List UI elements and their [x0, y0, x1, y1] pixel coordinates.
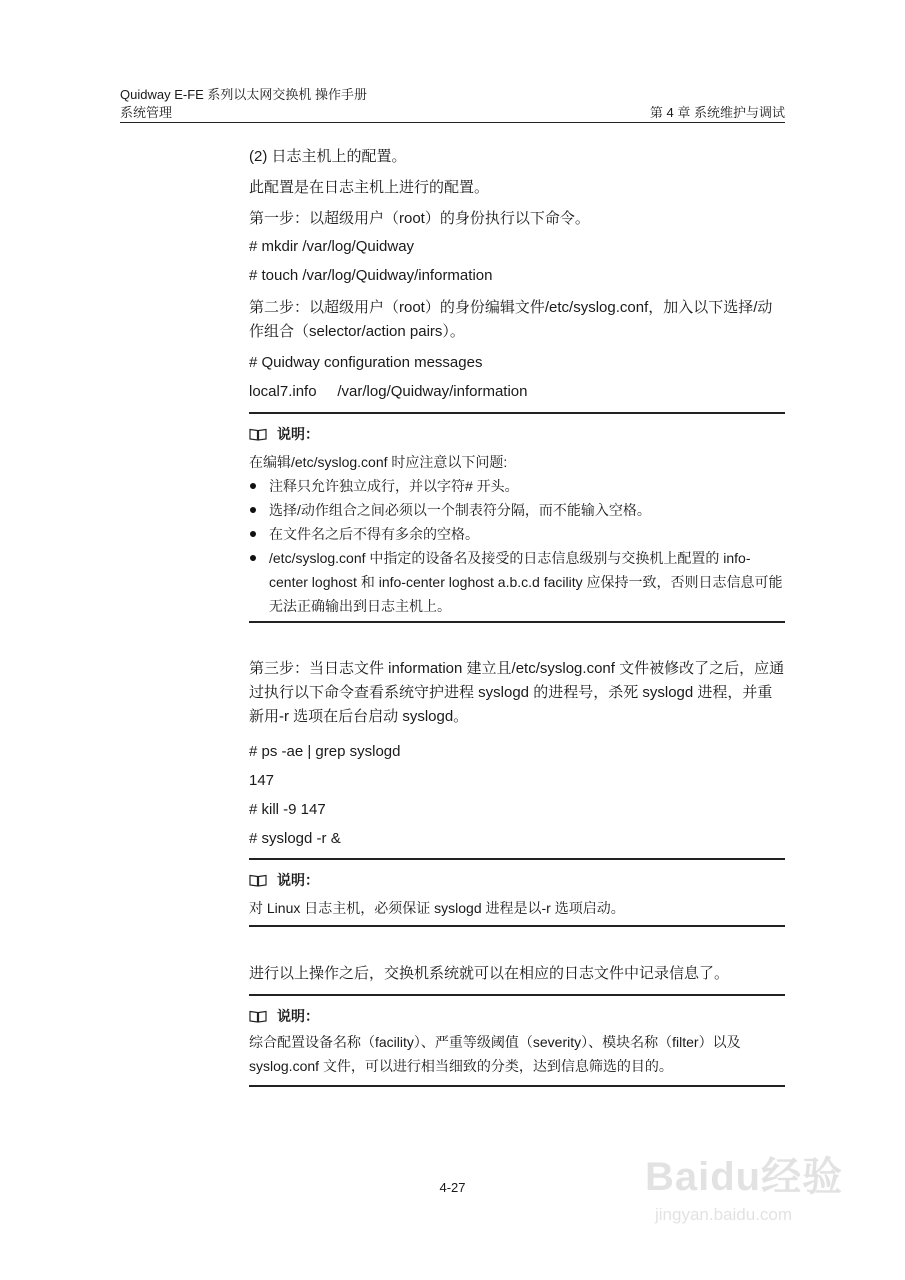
- paragraph: 进行以上操作之后，交换机系统就可以在相应的日志文件中记录信息了。: [249, 965, 730, 982]
- book-icon: [249, 874, 267, 887]
- header-section: 系统管理: [120, 105, 173, 120]
- note-text: 对 Linux 日志主机，必须保证 syslogd 进程是以-r 选项启动。: [249, 900, 625, 916]
- command-line: # mkdir /var/log/Quidway: [249, 238, 415, 255]
- step-heading: (2) 日志主机上的配置。: [249, 148, 407, 165]
- command-output: 147: [249, 772, 275, 789]
- list-item: 注释只允许独立成行，并以字符# 开头。: [249, 474, 785, 498]
- note-divider: [249, 994, 785, 996]
- main-content: [249, 0, 785, 1280]
- note-label-text: 说明：: [277, 426, 319, 442]
- note-divider: [249, 621, 785, 623]
- step-one: 第一步：以超级用户（root）的身份执行以下命令。: [249, 210, 590, 227]
- watermark-brand: Baidu经验: [645, 1155, 844, 1199]
- page-number: 4-27: [439, 1180, 466, 1195]
- book-icon: [249, 1010, 267, 1023]
- watermark-url: jingyan.baidu.com: [655, 1205, 793, 1224]
- note-bullet-list: [249, 474, 785, 618]
- paragraph: 此配置是在日志主机上进行的配置。: [249, 179, 490, 196]
- command-line: # kill -9 147: [249, 801, 326, 818]
- command-line: # Quidway configuration messages: [249, 354, 483, 371]
- note-label: [249, 424, 319, 444]
- step-three: 第三步：当日志文件 information 建立且/etc/syslog.conf 文件被修改了之后，应通过执行以下命令查看系统守护进程 syslogd 的进程号，杀死 syslogd 进程，并重新用-r 选项在后台启动 syslogd。: [249, 660, 785, 725]
- note-label-text: 说明：: [277, 872, 319, 888]
- note-divider: [249, 412, 785, 414]
- note-divider: [249, 858, 785, 860]
- command-line: # ps -ae | grep syslogd: [249, 743, 401, 760]
- command-line: # touch /var/log/Quidway/information: [249, 267, 493, 284]
- step-two: 第二步：以超级用户（root）的身份编辑文件/etc/syslog.conf，加入以下选择/动作组合（selector/action pairs）。: [249, 299, 773, 340]
- header-chapter: 第 4 章 系统维护与调试: [649, 105, 785, 120]
- note-label: [249, 1006, 319, 1026]
- list-item: 选择/动作组合之间必须以一个制表符分隔，而不能输入空格。: [249, 498, 785, 522]
- watermark: [645, 1145, 860, 1240]
- header-title: Quidway E-FE 系列以太网交换机 操作手册: [120, 87, 368, 102]
- list-item: 在文件名之后不得有多余的空格。: [249, 522, 785, 546]
- note-intro: 在编辑/etc/syslog.conf 时应注意以下问题:: [249, 454, 508, 470]
- note-label: [249, 870, 319, 890]
- list-item: /etc/syslog.conf 中指定的设备名及接受的日志信息级别与交换机上配置的 info-center loghost 和 info-center loghost a.b.c.d facility 应保持一致，否则日志信息可能无法正确输出到日志主机上。: [249, 546, 785, 618]
- note-divider: [249, 1085, 785, 1087]
- book-icon: [249, 428, 267, 441]
- command-line: local7.info /var/log/Quidway/information: [249, 383, 528, 400]
- note-label-text: 说明：: [277, 1008, 319, 1024]
- command-line: # syslogd -r &: [249, 830, 341, 847]
- note-text: 综合配置设备名称（facility）、严重等级阈值（severity）、模块名称（filter）以及 syslog.conf 文件，可以进行相当细致的分类，达到信息筛选的目的。: [249, 1034, 741, 1074]
- note-divider: [249, 925, 785, 927]
